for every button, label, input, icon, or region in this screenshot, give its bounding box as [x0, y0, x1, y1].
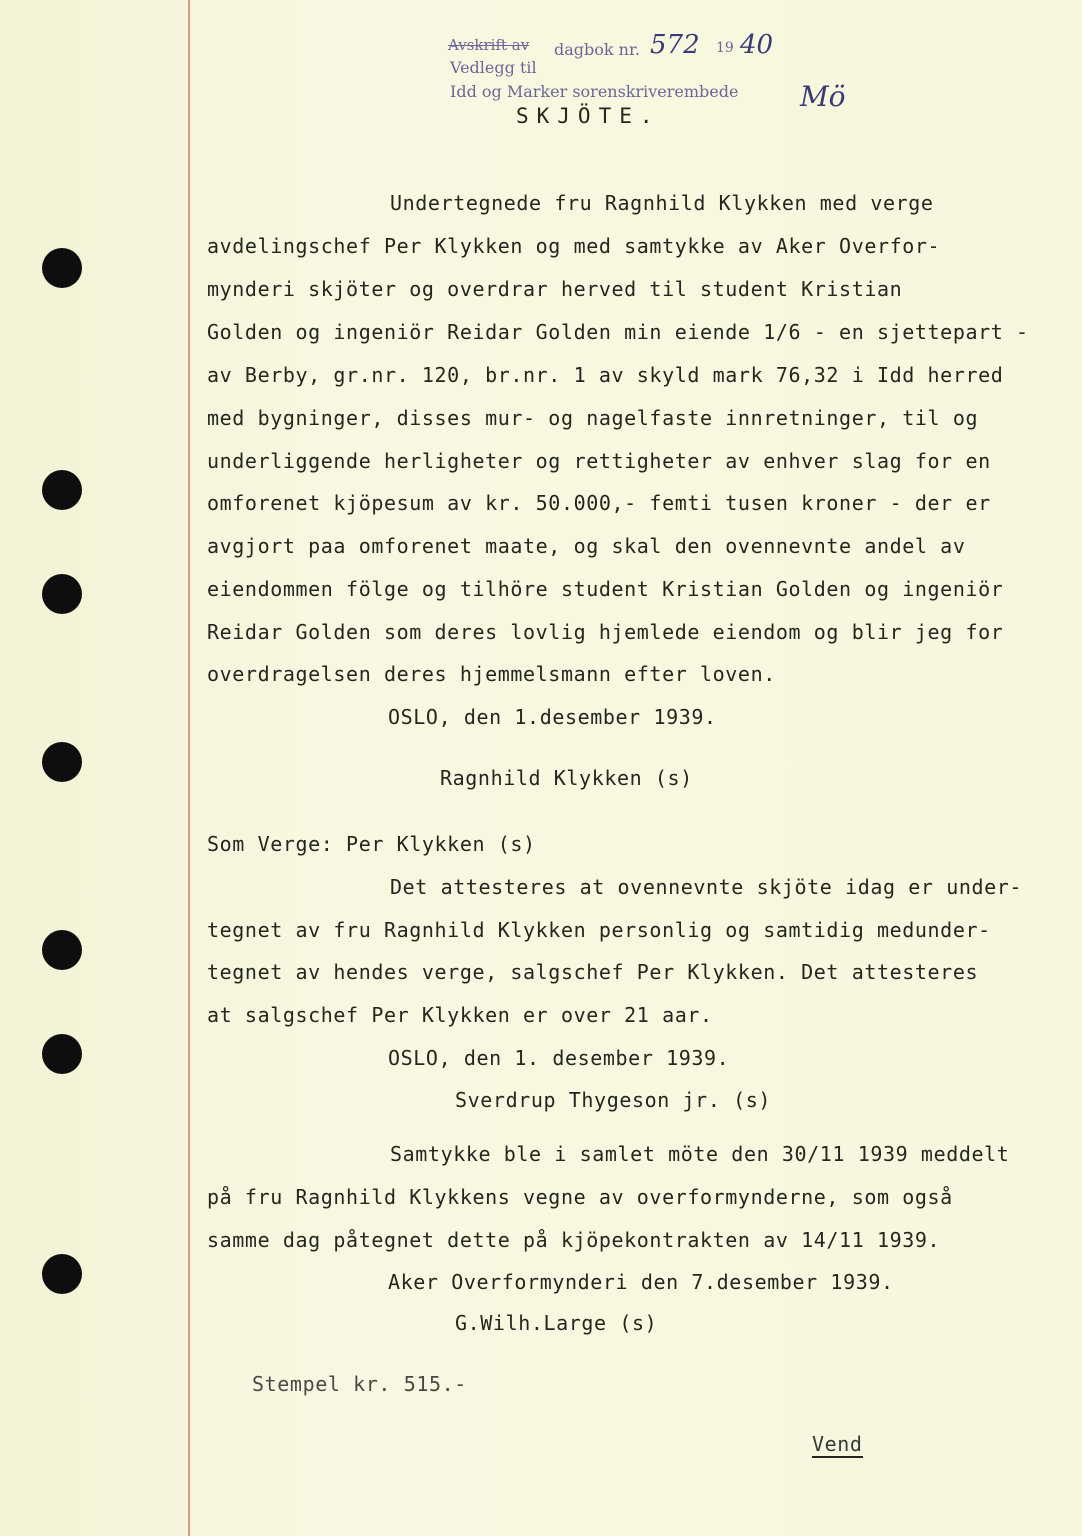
handwritten-initials: Mö [800, 80, 846, 113]
punch-hole [42, 1254, 82, 1294]
punch-hole [42, 742, 82, 782]
body-line: omforenet kjöpesum av kr. 50.000,- femti tusen kroner - der er [207, 491, 991, 515]
signature-line: Sverdrup Thygeson jr. (s) [455, 1088, 772, 1112]
punch-hole [42, 930, 82, 970]
margin-rule [188, 0, 190, 1536]
body-line: eiendommen fölge og tilhöre student Kristian Golden og ingeniör [207, 577, 1004, 601]
attestation-line: Det attesteres at ovennevnte skjöte idag er under- [390, 875, 1023, 899]
body-line: Golden og ingeniör Reidar Golden min eiende 1/6 - en sjettepart - [207, 320, 1029, 344]
stamp-fee-line: Stempel kr. 515.- [252, 1372, 467, 1396]
stamp-dagbok-label: dagbok nr. [554, 40, 640, 59]
turn-page-note: Vend [812, 1432, 863, 1456]
date-line: OSLO, den 1.desember 1939. [388, 705, 717, 729]
consent-line: samme dag påtegnet dette på kjöpekontrakten av 14/11 1939. [207, 1228, 941, 1252]
dagbok-year: 40 [740, 30, 774, 60]
body-line: mynderi skjöter og overdrar herved til student Kristian [207, 277, 903, 301]
body-line: underliggende herligheter og rettigheter av enhver slag for en [207, 449, 991, 473]
body-line: med bygninger, disses mur- og nagelfaste innretninger, til og [207, 406, 979, 430]
stamp-avskrift: Avskrift av [448, 36, 530, 54]
punch-hole [42, 248, 82, 288]
body-line: avdelingschef Per Klykken og med samtykke av Aker Overfor- [207, 234, 941, 258]
punch-hole [42, 1034, 82, 1074]
body-line: Reidar Golden som deres lovlig hjemlede eiendom og blir jeg for [207, 620, 1004, 644]
dagbok-number: 572 [650, 30, 700, 60]
body-line: Undertegnede fru Ragnhild Klykken med verge [390, 191, 934, 215]
stamp-vedlegg: Vedlegg til [450, 58, 537, 77]
document-title: SKJÖTE. [516, 104, 661, 128]
date-line: OSLO, den 1. desember 1939. [388, 1046, 730, 1070]
consent-line: på fru Ragnhild Klykkens vegne av overformynderne, som også [207, 1185, 953, 1209]
signature-line: Ragnhild Klykken (s) [440, 766, 693, 790]
body-line: overdragelsen deres hjemmelsmann efter loven. [207, 662, 776, 686]
guardian-line: Som Verge: Per Klykken (s) [207, 832, 536, 856]
signature-line: G.Wilh.Large (s) [455, 1311, 658, 1335]
punch-hole [42, 470, 82, 510]
body-line: av Berby, gr.nr. 120, br.nr. 1 av skyld mark 76,32 i Idd herred [207, 363, 1004, 387]
attestation-line: at salgschef Per Klykken er over 21 aar. [207, 1003, 713, 1027]
attestation-line: tegnet av hendes verge, salgschef Per Klykken. Det attesteres [207, 960, 979, 984]
attestation-line: tegnet av fru Ragnhild Klykken personlig og samtidig medunder- [207, 918, 991, 942]
date-line: Aker Overformynderi den 7.desember 1939. [388, 1270, 894, 1294]
body-line: avgjort paa omforenet maate, og skal den ovennevnte andel av [207, 534, 966, 558]
stamp-court-office: Idd og Marker sorenskriverembede [450, 82, 739, 101]
punch-hole [42, 574, 82, 614]
consent-line: Samtykke ble i samlet möte den 30/11 1939 meddelt [390, 1142, 1010, 1166]
stamp-year-prefix: 19 [716, 40, 734, 56]
